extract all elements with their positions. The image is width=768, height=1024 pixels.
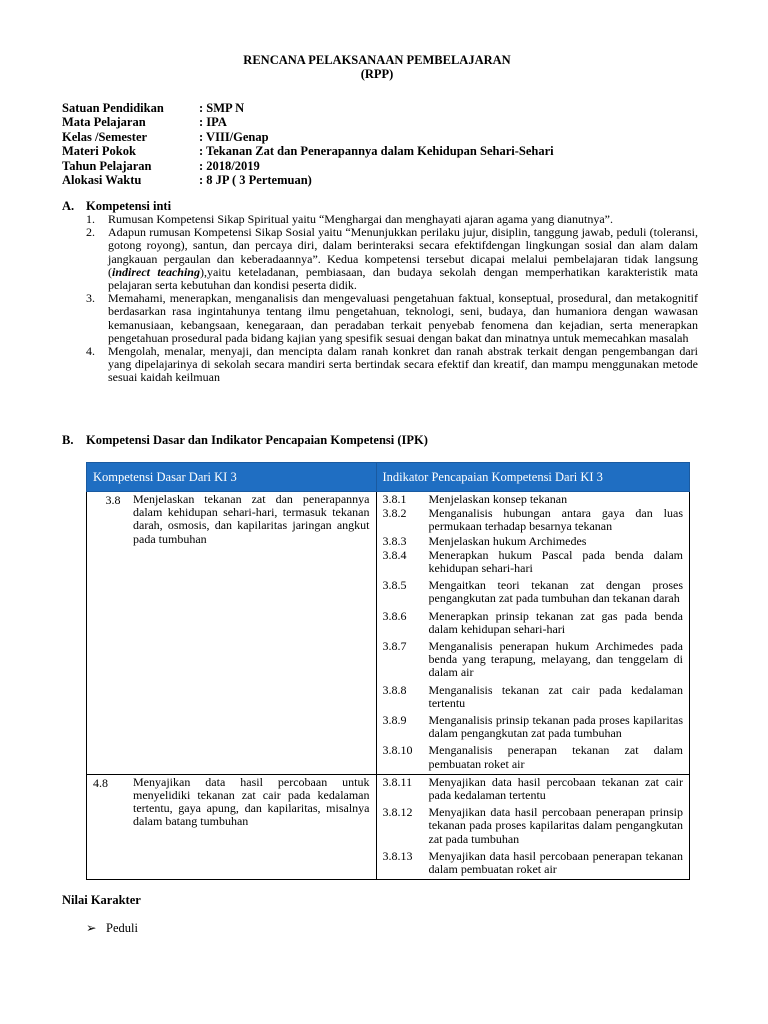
ipk-cell: [376, 492, 689, 775]
list-item: [86, 345, 698, 385]
list-item: [86, 292, 698, 345]
table-row: [87, 774, 690, 879]
kd-cell: [87, 774, 377, 879]
list-number: 4.: [86, 344, 95, 359]
ipk-text: Menyajikan data hasil percobaan tekanan zat cair pada kedalaman tertentu: [428, 774, 683, 803]
meta-value: : SMP N: [199, 101, 245, 115]
list-emphasis: indirect teaching: [112, 264, 200, 279]
ipk-item: [383, 535, 683, 548]
meta-label: Alokasi Waktu: [62, 172, 142, 187]
nilai-item-text: Peduli: [106, 921, 138, 935]
kd-text: Menyajikan data hasil percobaan untuk menyelidiki tekanan zat cair pada kedalaman tertentu, gaya apung, dan kapilaritas, misalnya dalam batang tumbuhan: [133, 774, 370, 829]
ipk-item: [383, 549, 683, 575]
meta-label: Materi Pokok: [62, 144, 136, 159]
ipk-text: Menyajikan data hasil percobaan penerapan prinsip tekanan pada proses kapilaritas dalam pengangkutan zat pada tumbuhan: [428, 805, 683, 846]
ipk-item: [383, 493, 683, 506]
kd-ipk-table: [86, 462, 690, 880]
table-header-row: [87, 463, 690, 492]
list-text: Mengolah, menalar, menyaji, dan mencipta dalam ranah konkret dan ranah abstrak terkait dengan pengembangan dari yang dipelajarinya di sekolah secara mandiri serta bertindak secara efektif dan kreatif, dan mampu menggunakan metode sesuai kaidah keilmuan: [108, 344, 698, 385]
list-text-cont: ),yaitu keteladanan, pembiasaan, dan budaya sekolah dengan memperhatikan karakteristik mata pelajaran serta kebutuhan dan kondisi peserta didik.: [108, 264, 698, 293]
meta-label: Tahun Pelajaran: [62, 158, 152, 173]
section-title: Kompetensi Dasar dan Indikator Pencapaian Kompetensi (IPK): [86, 433, 428, 447]
meta-value: : IPA: [199, 115, 227, 130]
ipk-number: 3.8.10: [382, 743, 413, 758]
ipk-text: Menganalisis prinsip tekanan pada proses kapilaritas dalam pengangkutan zat pada tumbuhan: [428, 713, 683, 741]
ipk-item: [383, 850, 683, 876]
ipk-text: Menganalisis penerapan tekanan zat dalam pembuatan roket air: [428, 743, 683, 771]
ipk-number: 3.8.9: [382, 713, 407, 728]
header-kd: Kompetensi Dasar Dari KI 3: [87, 463, 377, 492]
ipk-text: Menyajikan data hasil percobaan penerapan tekanan dalam pembuatan roket air: [428, 848, 683, 877]
ipk-text: Menganalisis tekanan zat cair pada kedalaman tertentu: [428, 682, 683, 710]
list-text: Rumusan Kompetensi Sikap Spiritual yaitu “Menghargai dan menghayati ajaran agama yang dianutnya”.: [108, 212, 613, 226]
meta-label: Kelas /Semester: [62, 129, 148, 144]
kd-number: 4.8: [93, 775, 108, 790]
ipk-item: [383, 579, 683, 605]
ipk-item: [383, 776, 683, 802]
ipk-cell: [376, 774, 689, 879]
ipk-text: Menerapkan prinsip tekanan zat gas pada benda dalam kehidupan sehari-hari: [428, 608, 683, 636]
meta-row: [62, 144, 692, 158]
ipk-text: Menjelaskan konsep tekanan: [428, 492, 568, 506]
ipk-item: [383, 640, 683, 680]
ipk-number: 3.8.2: [382, 506, 407, 521]
list-number: 2.: [86, 225, 95, 240]
ipk-item: [383, 610, 683, 636]
ipk-number: 3.8.12: [382, 805, 413, 820]
section-letter: A.: [62, 199, 75, 213]
ipk-number: 3.8.6: [382, 608, 407, 623]
meta-row: [62, 173, 692, 187]
list-text: Memahami, menerapkan, menganalisis dan mengevaluasi pengetahuan faktual, konseptual, prosedural, dan metakognitif berdasarkan rasa ingintahunya tentang ilmu pengetahuan, teknologi, seni, budaya, dan humaniora dengan wawasan kemanusiaan, kebangsaan, kenegaraan, dan peradaban terkait penyebab fenomena dan kejadian, serta menerapkan pengetahuan prosedural pada bidang kajian yang spesifik sesuai dengan bakat dan minatnya untuk memecahkan masalah: [108, 291, 698, 345]
list-number: 1.: [86, 212, 95, 226]
meta-row: [62, 159, 692, 173]
list-item: [86, 226, 698, 292]
ipk-number: 3.8.5: [382, 578, 407, 593]
ipk-item: [383, 744, 683, 770]
nilai-karakter-heading: Nilai Karakter: [62, 893, 141, 907]
meta-value: : VIII/Genap: [199, 129, 269, 144]
section-b-heading: [62, 433, 428, 448]
ipk-number: 3.8.11: [382, 774, 413, 789]
meta-label: Mata Pelajaran: [62, 115, 146, 130]
meta-row: [62, 115, 692, 129]
kd-text: Menjelaskan tekanan zat dan penerapannya dalam kehidupan sehari-hari, termasuk tekanan darah, osmosis, dan kapilaritas jaringan angkut pada tumbuhan: [133, 492, 370, 546]
meta-value: : Tekanan Zat dan Penerapannya dalam Kehidupan Sehari-Sehari: [199, 144, 554, 159]
ipk-text: Menjelaskan hukum Archimedes: [428, 533, 587, 548]
ipk-number: 3.8.1: [382, 492, 407, 506]
section-letter: B.: [62, 433, 74, 447]
ipk-item: [383, 714, 683, 740]
ipk-text: Mengaitkan teori tekanan zat dengan proses pengangkutan zat pada tumbuhan dan tekanan darah: [428, 578, 683, 606]
ipk-number: 3.8.8: [382, 682, 407, 697]
list-text: Adapun rumusan Kompetensi Sikap Sosial yaitu “Menunjukkan perilaku jujur, disiplin, tanggung jawab, peduli (toleransi, gotong royong), santun, dan percaya diri, dalam berinteraksi secara efektifdengan lingkungan sosial dan alam dalam jangkauan pergaulan dan keberadaannya”. Kedua kompetensi tersebut dicapai melalui pembelajaran tidak langsung (: [108, 225, 698, 279]
meta-value: : 2018/2019: [199, 158, 260, 173]
ipk-text: Menganalisis hubungan antara gaya dan luas permukaan terhadap besarnya tekanan: [428, 506, 683, 534]
document-title: RENCANA PELAKSANAAN PEMBELAJARAN: [243, 53, 511, 67]
ipk-number: 3.8.13: [382, 848, 413, 863]
meta-label: Satuan Pendidikan: [62, 101, 164, 115]
header-ipk: Indikator Pencapaian Kompetensi Dari KI 3: [376, 463, 689, 492]
table-row: [87, 492, 690, 775]
meta-value: : 8 JP ( 3 Pertemuan): [199, 172, 312, 187]
document-subtitle: (RPP): [360, 67, 394, 81]
list-number: 3.: [86, 291, 95, 306]
ipk-item: [383, 507, 683, 533]
ipk-number: 3.8.4: [382, 547, 407, 562]
identity-block: [62, 101, 692, 187]
ipk-number: 3.8.3: [382, 533, 407, 548]
ipk-item: [383, 806, 683, 846]
nilai-item: [86, 920, 138, 936]
kd-number: 3.8: [105, 493, 121, 507]
ipk-text: Menerapkan hukum Pascal pada benda dalam kehidupan sehari-hari: [428, 547, 683, 576]
ipk-number: 3.8.7: [382, 639, 407, 654]
kd-cell: [87, 492, 377, 775]
meta-row: [62, 101, 692, 115]
arrow-bullet-icon: ➢: [86, 921, 97, 935]
kompetensi-inti-list: [86, 213, 698, 385]
ipk-item: [383, 684, 683, 710]
meta-row: [62, 130, 692, 144]
section-title: Kompetensi inti: [86, 199, 172, 213]
ipk-text: Menganalisis penerapan hukum Archimedes pada benda yang terapung, melayang, dan tenggelam di dalam air: [428, 639, 683, 680]
